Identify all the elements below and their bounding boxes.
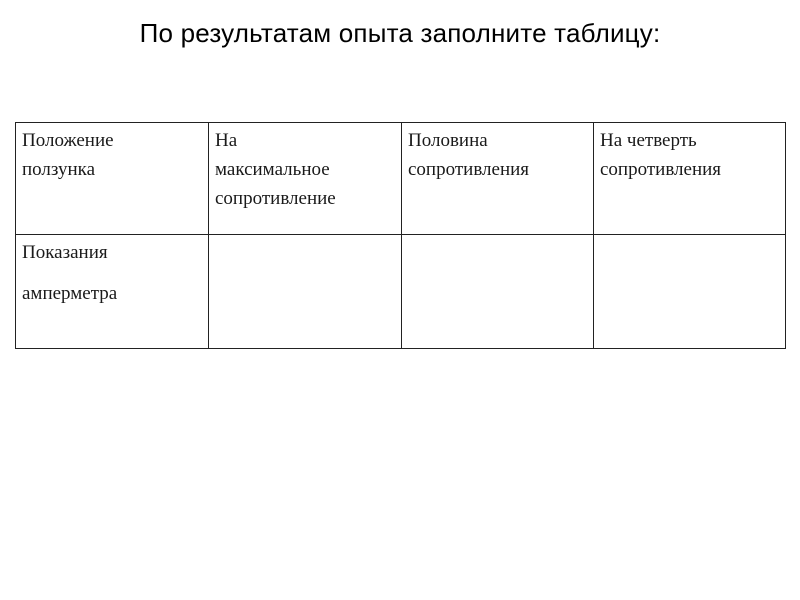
- page-title: По результатам опыта заполните таблицу:: [139, 18, 661, 48]
- header-text-line: сопротивление: [215, 188, 336, 209]
- header-cell-slider-position: [16, 123, 209, 235]
- header-text-line: максимальное: [215, 159, 330, 180]
- header-cell-max-resistance: [209, 123, 402, 235]
- header-text-line: На: [215, 130, 238, 151]
- answer-cell-half-resistance[interactable]: [402, 235, 594, 349]
- row-label-line: Показания: [22, 242, 108, 263]
- header-text-line: сопротивления: [600, 159, 722, 180]
- header-text-line: сопротивления: [408, 159, 530, 180]
- row-label-ammeter-readings: [16, 235, 209, 349]
- row-label-line: амперметра: [22, 283, 118, 304]
- answer-cell-max-resistance[interactable]: [209, 235, 402, 349]
- header-cell-quarter-resistance: [594, 123, 786, 235]
- header-text-line: ползунка: [22, 159, 96, 180]
- header-text-line: Половина: [408, 130, 488, 151]
- table-header-row: [16, 123, 786, 235]
- header-cell-half-resistance: [402, 123, 594, 235]
- results-table: [15, 122, 786, 349]
- table-row: [16, 235, 786, 349]
- header-text-line: На четверть: [600, 130, 697, 151]
- header-text-line: Положение: [22, 130, 114, 151]
- answer-cell-quarter-resistance[interactable]: [594, 235, 786, 349]
